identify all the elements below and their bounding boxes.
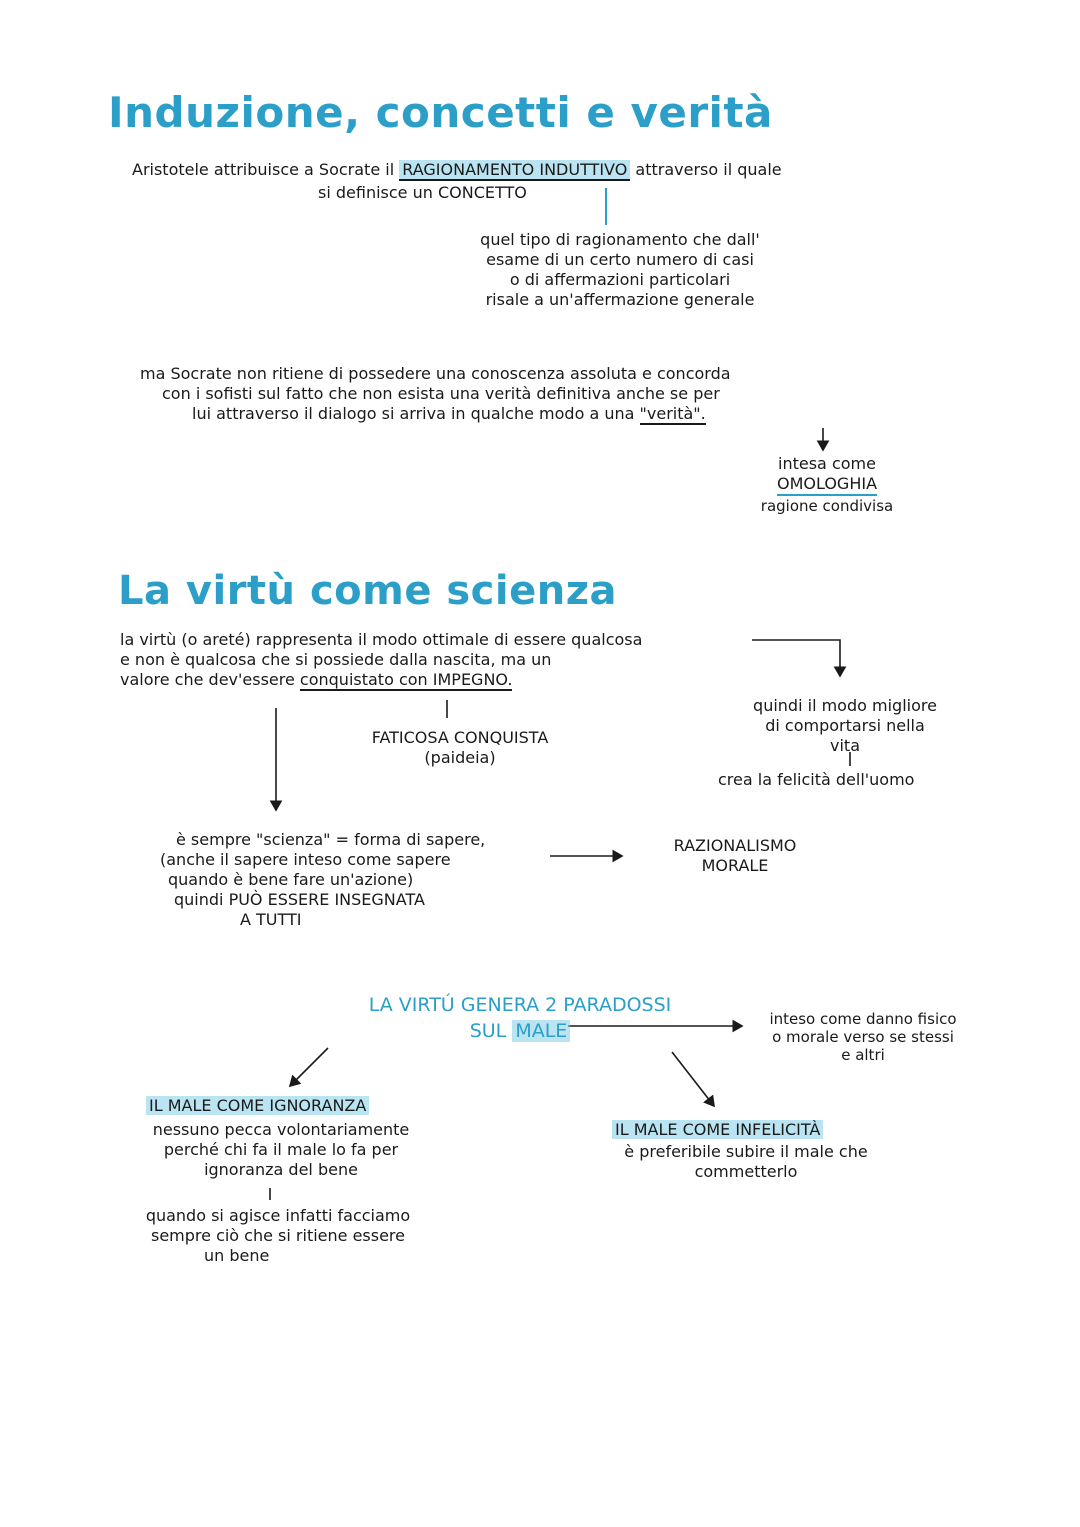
homology-meaning: ragione condivisa: [760, 497, 894, 515]
paradox-heading: [300, 992, 740, 1044]
harm-line: inteso come danno fisico: [769, 1010, 957, 1028]
better-way-block: [735, 696, 955, 756]
virtue-line: [120, 670, 642, 690]
arrow-better-way: [752, 640, 840, 676]
intro-concept: si definisce un CONCETTO: [318, 183, 527, 202]
definition-line: risale a un'affermazione generale: [485, 290, 755, 309]
harm-line: e altri: [841, 1046, 885, 1064]
socrates-line: ma Socrate non ritiene di possedere una conoscenza assoluta e concorda: [140, 364, 731, 383]
arrow-unhappiness: [672, 1052, 714, 1106]
definition-line: quel tipo di ragionamento che dall': [480, 230, 760, 249]
socrates-block: [140, 364, 731, 424]
effort-block: [330, 728, 590, 768]
homology-term: OMOLOGHIA: [777, 474, 877, 496]
truth-word: "verità".: [639, 404, 706, 423]
socrates-line: [140, 404, 731, 424]
harm-line: o morale verso se stessi: [772, 1028, 954, 1046]
science-line: è sempre "scienza" = forma di sapere,: [176, 830, 486, 849]
virtue-line: la virtù (o areté) rappresenta il modo ottimale di essere qualcosa: [120, 630, 643, 649]
unhappiness-line: è preferibile subire il male che: [624, 1142, 868, 1161]
effort-paideia: (paideia): [424, 748, 496, 767]
ignorance-block: [126, 1120, 436, 1180]
virtue-block: [120, 630, 642, 690]
rationalism-line: MORALE: [701, 856, 769, 875]
ignorance-line: perché chi fa il male lo fa per: [163, 1140, 399, 1159]
science-line: quando è bene fare un'azione): [168, 870, 414, 889]
highlight-ignorance: IL MALE COME IGNORANZA: [146, 1096, 369, 1115]
socrates-text: lui attraverso il dialogo si arriva in qualche modo a una: [192, 404, 635, 423]
ignorance-more-line: sempre ciò che si ritiene essere: [150, 1226, 405, 1245]
highlight-unhappiness: IL MALE COME INFELICITÀ: [612, 1120, 823, 1139]
homology-block: [752, 454, 902, 516]
virtue-line: e non è qualcosa che si possiede dalla nascita, ma un: [120, 650, 552, 669]
paradox-heading-line: LA VIRTÚ GENERA 2 PARADOSSI: [368, 994, 672, 1016]
unhappiness-line: commetterlo: [694, 1162, 798, 1181]
happiness-text: crea la felicità dell'uomo: [718, 770, 915, 789]
unhappiness-title: [612, 1120, 823, 1140]
paradox-heading-line: [300, 1018, 740, 1044]
paradox-heading-sul: SUL: [469, 1020, 507, 1042]
homology-label: intesa come: [778, 454, 876, 473]
rationalism-line: RAZIONALISMO: [673, 836, 797, 855]
ignorance-more-block: [118, 1206, 438, 1266]
section-title-induction: Induzione, concetti e verità: [108, 88, 773, 137]
science-line: (anche il sapere inteso come sapere: [160, 850, 451, 869]
effort-title: FATICOSA CONQUISTA: [371, 728, 549, 747]
section-title-virtue: La virtù come scienza: [118, 568, 617, 614]
arrow-ignorance: [290, 1048, 328, 1086]
virtue-effort: conquistato con IMPEGNO.: [299, 670, 513, 689]
science-line: A TUTTI: [240, 910, 302, 929]
definition-block: [430, 230, 810, 310]
highlight-evil: MALE: [512, 1020, 570, 1042]
rationalism-block: [640, 836, 830, 876]
socrates-line: con i sofisti sul fatto che non esista una verità definitiva anche se per: [162, 384, 720, 403]
intro-line: [132, 160, 782, 180]
ignorance-more-line: un bene: [204, 1246, 270, 1265]
better-way-line: di comportarsi nella: [765, 716, 925, 735]
highlight-inductive-reasoning: RAGIONAMENTO INDUTTIVO: [399, 160, 630, 181]
science-block: [160, 830, 485, 930]
better-way-line: vita: [830, 736, 860, 755]
better-way-line: quindi il modo migliore: [753, 696, 937, 715]
ignorance-more-line: quando si agisce infatti facciamo: [145, 1206, 411, 1225]
definition-line: esame di un certo numero di casi: [486, 250, 754, 269]
harm-block: [748, 1010, 978, 1064]
ignorance-line: ignoranza del bene: [204, 1160, 358, 1179]
science-line: quindi PUÒ ESSERE INSEGNATA: [174, 890, 425, 909]
unhappiness-block: [596, 1142, 896, 1182]
ignorance-title: [146, 1096, 369, 1116]
virtue-text: valore che dev'essere: [120, 670, 295, 689]
ignorance-line: nessuno pecca volontariamente: [152, 1120, 410, 1139]
intro-text-b: attraverso il quale: [635, 160, 782, 179]
intro-text-a: Aristotele attribuisce a Socrate il: [132, 160, 395, 179]
definition-line: o di affermazioni particolari: [509, 270, 731, 289]
